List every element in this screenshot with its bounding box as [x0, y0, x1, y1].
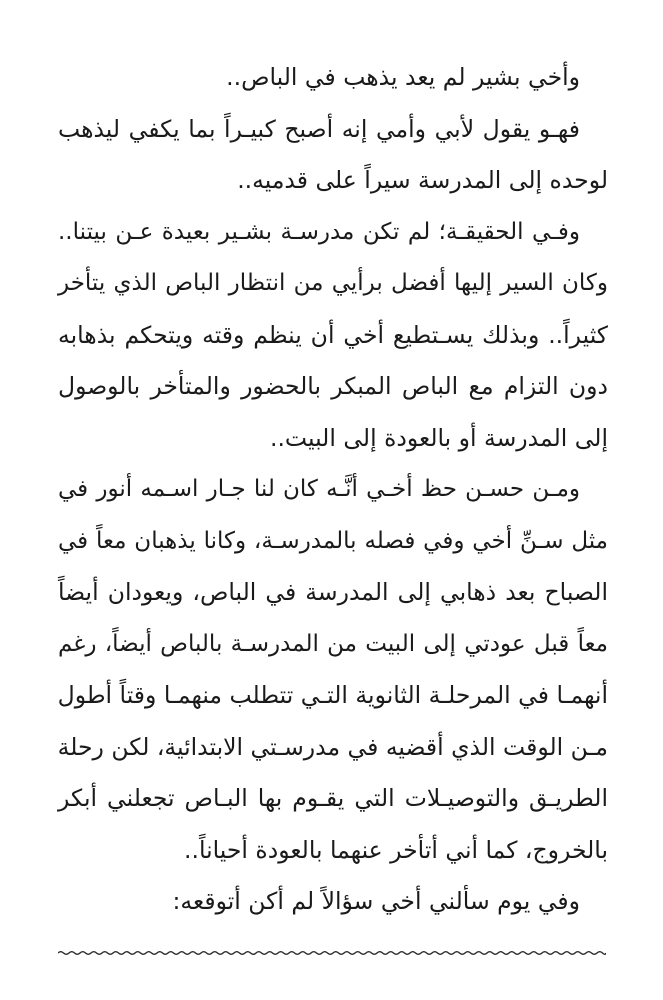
paragraph	[58, 464, 608, 876]
text-line: مثل سـنِّ أخي وفي فصله بالمدرسـة، وكانا يذهبان معاً في	[58, 527, 608, 554]
text-line: فهـو يقول لأبي وأمي إنه أصبح كبيـراً بما يكفي ليذهب	[58, 114, 580, 143]
text-line: ومـن حسـن حظ أخـي أنَّـه كان لنا جـار اسـمه أنور في	[58, 476, 580, 502]
wavy-line-icon	[58, 946, 606, 960]
story-text	[58, 52, 608, 928]
text-line: وفي يوم سألني أخي سؤالاً لم أكن أتوقعه:	[172, 887, 580, 915]
text-line: وفـي الحقيقـة؛ لم تكن مدرسـة بشـير بعيدة عـن بيتنا..	[58, 218, 580, 245]
text-line: لوحده إلى المدرسة سيراً على قدميه..	[237, 166, 608, 194]
paragraph	[58, 207, 608, 465]
text-line: بالخروج، كما أني أتأخر عنهما بالعودة أحياناً..	[184, 835, 608, 864]
text-line: وأخي بشير لم يعد يذهب في الباص..	[226, 63, 580, 91]
paragraph	[58, 52, 608, 104]
text-line: وكان السير إليها أفضل برأيي من انتظار الباص الذي يتأخر	[58, 270, 608, 296]
text-line: أنهمـا في المرحلـة الثانوية التـي تتطلب منهمـا وقتاً أطول	[57, 681, 608, 709]
text-line: إلى المدرسة أو بالعودة إلى البيت..	[269, 423, 608, 452]
text-line: معاً قبل عودتي إلى البيت من المدرسـة بالباص أيضاً، رغم	[58, 630, 608, 657]
text-line: الطريـق والتوصيـلات التي يقـوم بها البـاص تجعلني أبكر	[58, 784, 608, 812]
text-line: دون التزام مع الباص المبكر بالحضور والمتأخر بالوصول	[58, 372, 608, 400]
text-line: كثيراً.. وبذلك يسـتطيع أخي أن ينظم وقته ويتحكم بذهابه	[58, 320, 608, 349]
text-line: مـن الوقت الذي أقضيه في مدرسـتي الابتدائية، لكن رحلة	[57, 732, 608, 761]
text-line: الصباح بعد ذهابي إلى المدرسة في الباص، ويعودان أيضاً	[58, 578, 608, 606]
paragraph	[58, 876, 608, 928]
paragraph	[58, 104, 608, 207]
